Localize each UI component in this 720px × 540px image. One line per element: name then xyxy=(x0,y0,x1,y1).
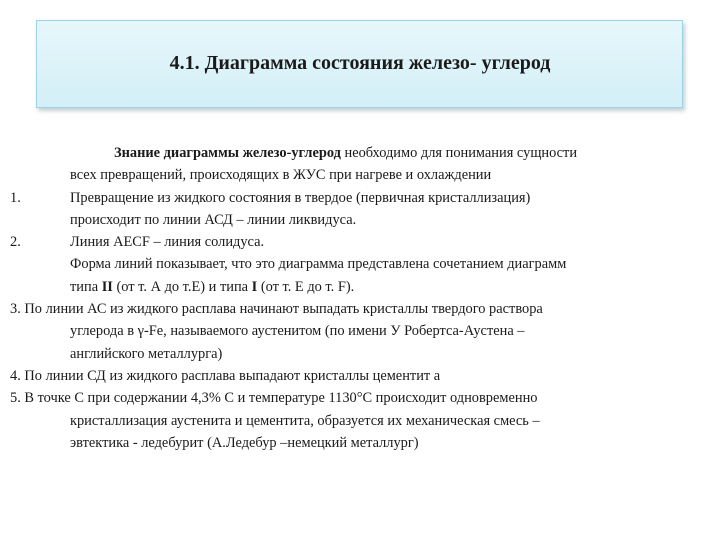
list-item-1-line-1 xyxy=(10,187,710,209)
list-item-2-line-1 xyxy=(10,231,710,253)
list-item-5-line-1: 5. В точке С при содержании 4,3% С и температуре 1130°С происходит одновременно xyxy=(10,390,538,407)
type-label-a: типа xyxy=(70,278,102,295)
slide-title: 4.1. Диаграмма состояния железо- углерод xyxy=(169,52,551,74)
list-item-5-line-2: кристаллизация аустенита и цементита, образуется их механическая смесь – xyxy=(70,412,540,429)
list-item-2-text: Линия AECF – линия солидуса. xyxy=(70,234,265,251)
list-item-3-line-3: английского металлурга) xyxy=(70,345,223,362)
intro-line-2: всех превращений, происходящих в ЖУС при нагреве и охлаждении xyxy=(70,167,492,184)
slide-body xyxy=(10,142,710,454)
list-item-3-line-2: углерода в γ-Fe, называемого аустенитом (по имени У Робертса-Аустена – xyxy=(70,323,525,340)
list-item-3-line-1: 3. По линии АС из жидкого расплава начинают выпадать кристаллы твердого раствора xyxy=(10,301,543,318)
type-label-c: (от т. А до т.Е) и типа xyxy=(112,278,252,295)
list-item-2-number: 2. xyxy=(10,234,21,251)
list-item-4-line-1: 4. По линии СД из жидкого расплава выпадают кристаллы цементит а xyxy=(10,367,441,384)
list-item-5-line-3: эвтектика - ледебурит (А.Ледебур –немецкий металлург) xyxy=(70,434,419,451)
list-item-1-text: Превращение из жидкого состояния в твердое (первичная кристаллизация) xyxy=(70,189,531,206)
list-item-2-line-3 xyxy=(10,276,710,298)
list-item-2-line-2: Форма линий показывает, что это диаграмма представлена сочетанием диаграмм xyxy=(70,256,567,273)
intro-lead-bold: Знание диаграммы железо-углерод xyxy=(114,145,341,161)
intro-line-1 xyxy=(10,142,710,164)
type-two-numeral: II xyxy=(101,278,113,295)
list-item-1-line-2: происходит по линии АСД – линии ликвидуса. xyxy=(70,211,357,228)
type-label-d: (от т. Е до т. F). xyxy=(257,278,355,295)
list-item-1-number: 1. xyxy=(10,189,21,206)
type-one-numeral: I xyxy=(251,278,258,295)
intro-lead-rest: необходимо для понимания сущности xyxy=(340,145,578,161)
